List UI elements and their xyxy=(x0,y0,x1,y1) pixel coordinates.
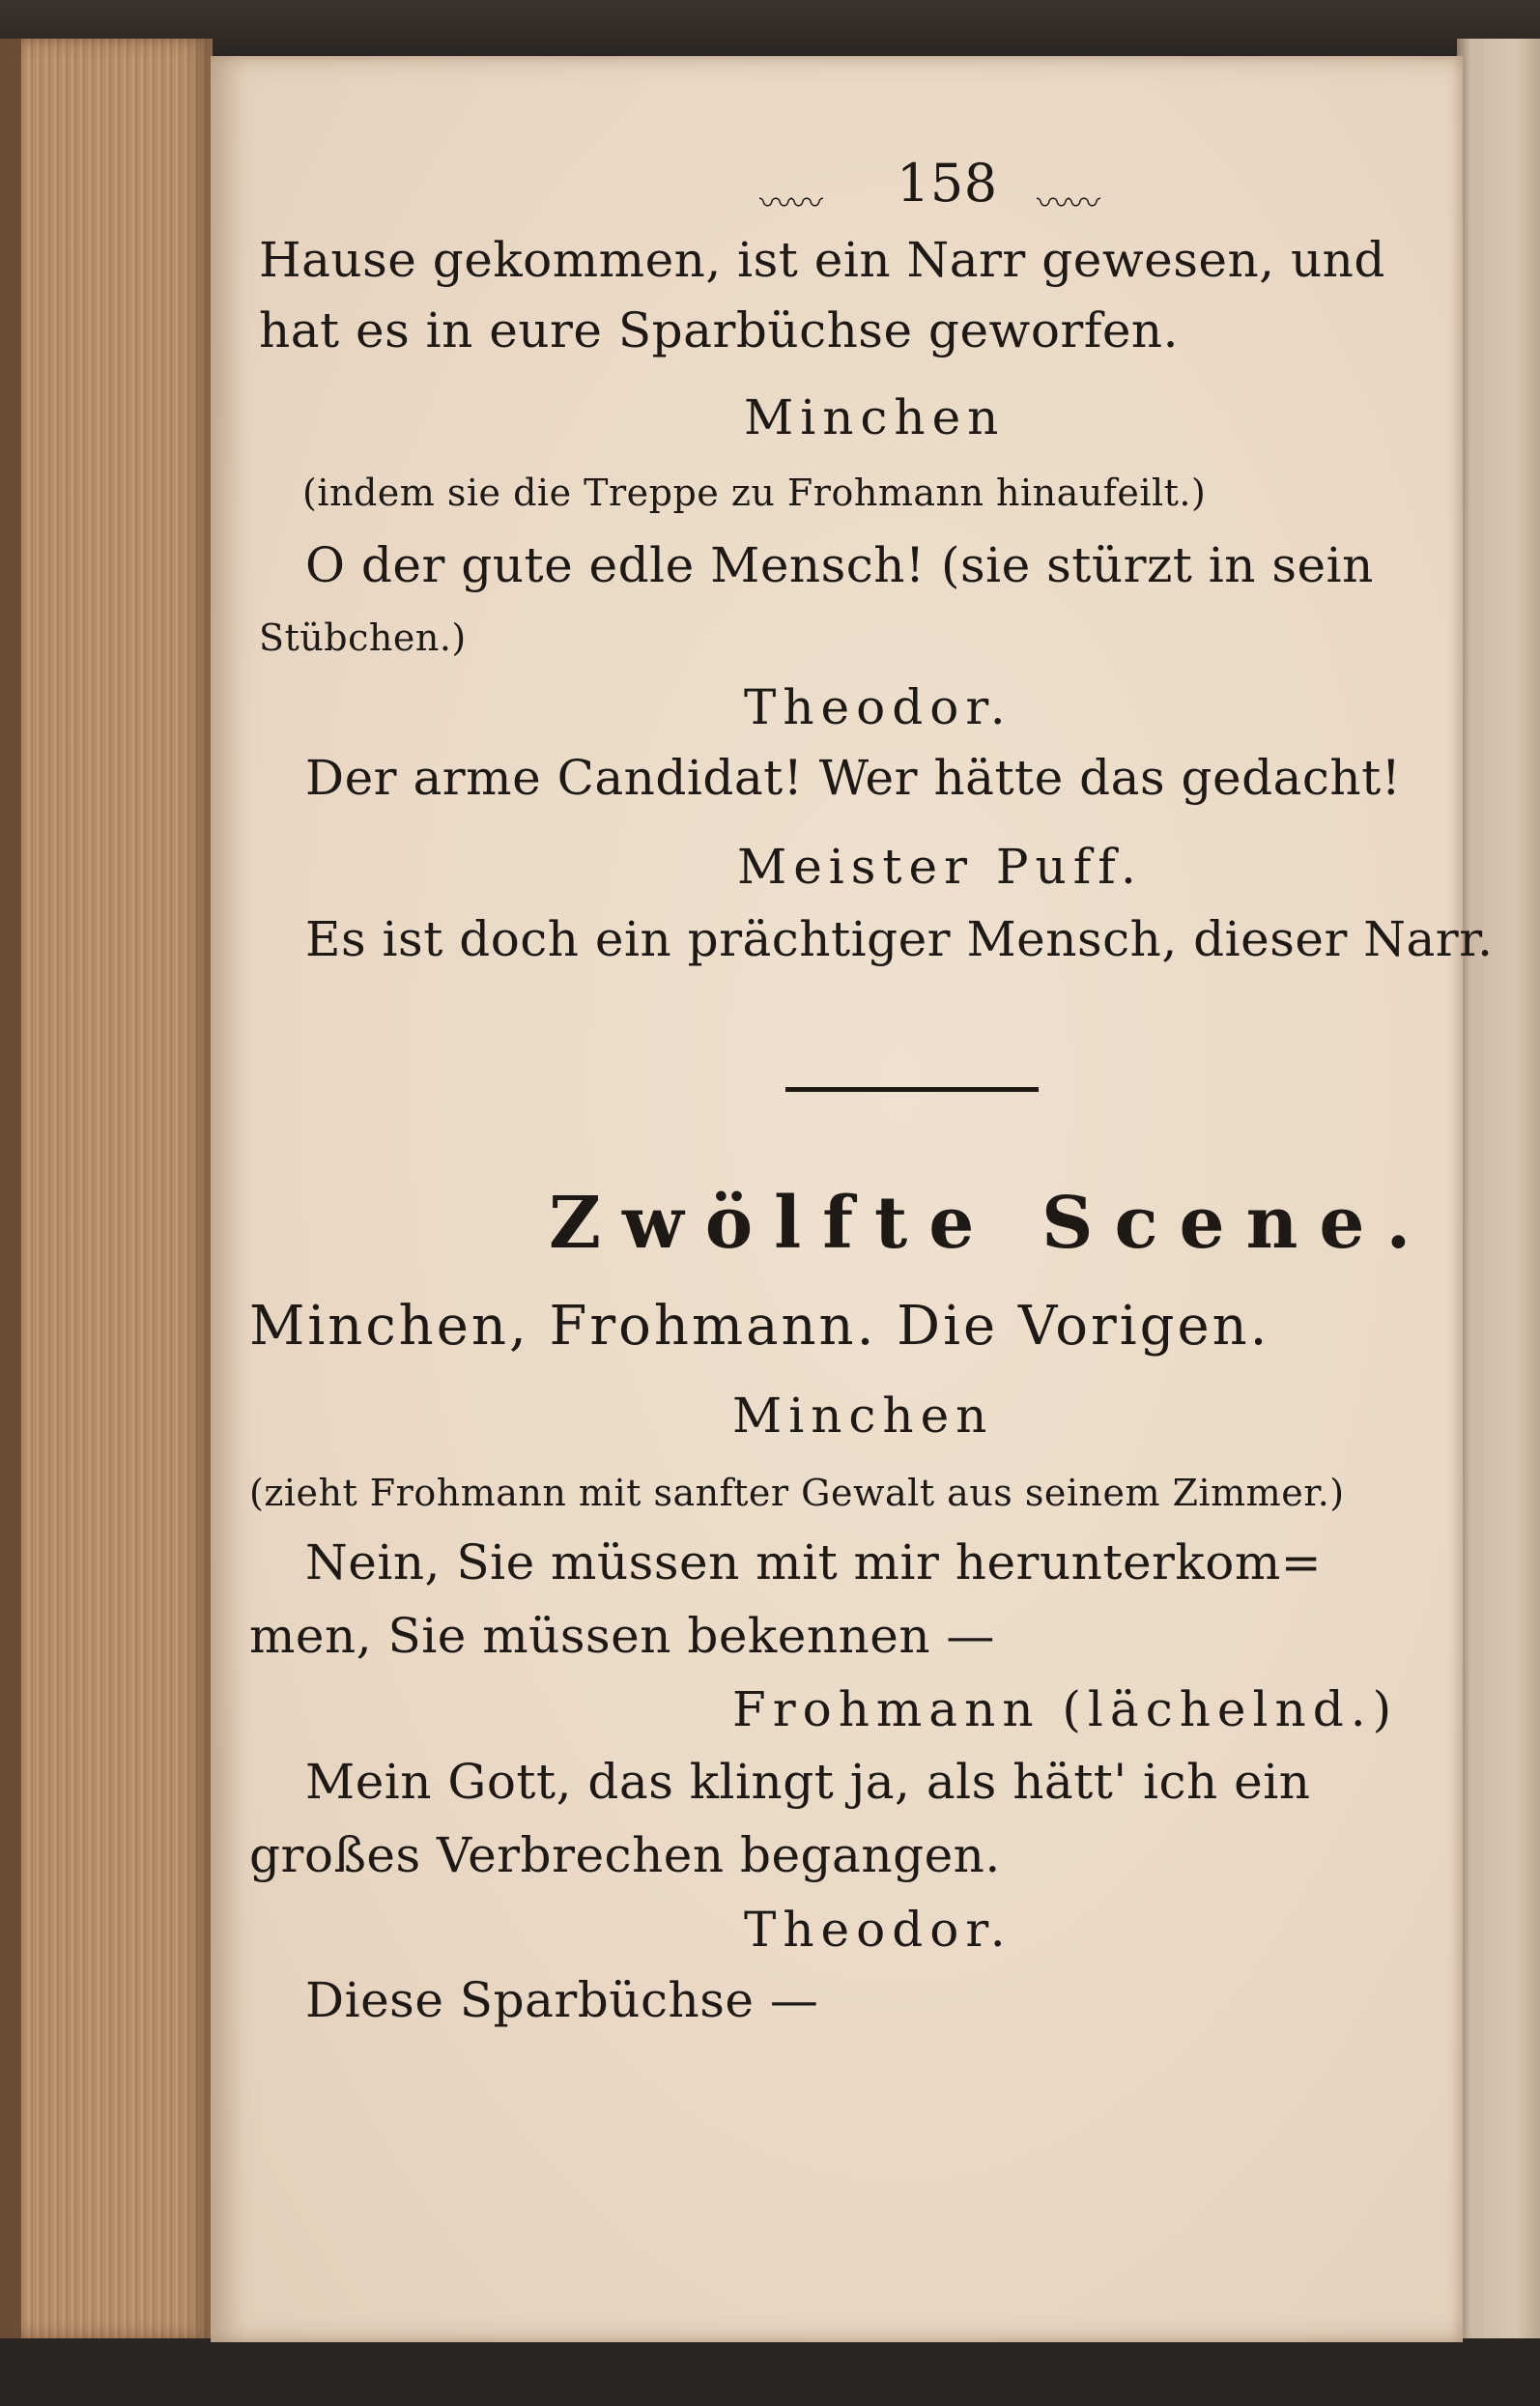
text-line: Der arme Candidat! Wer hätte das gedacht! xyxy=(305,750,1402,806)
text-line: hat es in eure Sparbüchse geworfen. xyxy=(259,302,1180,358)
book-cover-edge xyxy=(0,39,21,2338)
text-line: Diese Sparbüchse — xyxy=(305,1972,819,2028)
background-top xyxy=(0,0,1540,58)
text-line: O der gute edle Mensch! (sie stürzt in sein xyxy=(305,537,1374,593)
speaker-name: Meister Puff. xyxy=(737,839,1143,895)
text-line: Es ist doch ein prächtiger Mensch, dieser Narr. xyxy=(305,911,1494,967)
speaker-name: Theodor. xyxy=(744,1902,1012,1958)
text-line: Nein, Sie müssen mit mir herunterkom= xyxy=(305,1534,1323,1590)
book-page xyxy=(211,56,1494,2342)
speaker-name: Theodor. xyxy=(744,679,1012,735)
section-divider xyxy=(785,1087,1039,1092)
stage-direction: Stübchen.) xyxy=(259,616,467,659)
page-number: 158 xyxy=(897,153,998,214)
background-bottom xyxy=(0,2338,1540,2406)
speaker-name: Minchen xyxy=(732,1388,994,1444)
scene-heading: Zwölfte Scene. xyxy=(549,1182,1433,1265)
text-line: großes Verbrechen begangen. xyxy=(249,1827,1001,1883)
speaker-name: Minchen xyxy=(744,389,1006,445)
speaker-name: Frohmann (lächelnd.) xyxy=(732,1681,1399,1737)
text-line: men, Sie müssen bekennen — xyxy=(249,1608,995,1664)
book-binding-right xyxy=(1457,39,1540,2358)
book-page-edges xyxy=(0,39,213,2338)
text-line: Hause gekommen, ist ein Narr gewesen, und xyxy=(259,232,1385,288)
stage-direction: (zieht Frohmann mit sanfter Gewalt aus seinem Zimmer.) xyxy=(249,1472,1345,1514)
header-flourish-left: 〰〰 xyxy=(759,185,821,223)
header-flourish-right: 〰〰 xyxy=(1037,185,1098,223)
scene-cast-list: Minchen, Frohmann. Die Vorigen. xyxy=(249,1295,1270,1358)
text-line: Mein Gott, das klingt ja, als hätt' ich ein xyxy=(305,1754,1311,1810)
stage-direction: (indem sie die Treppe zu Frohmann hinaufeilt.) xyxy=(302,472,1207,514)
